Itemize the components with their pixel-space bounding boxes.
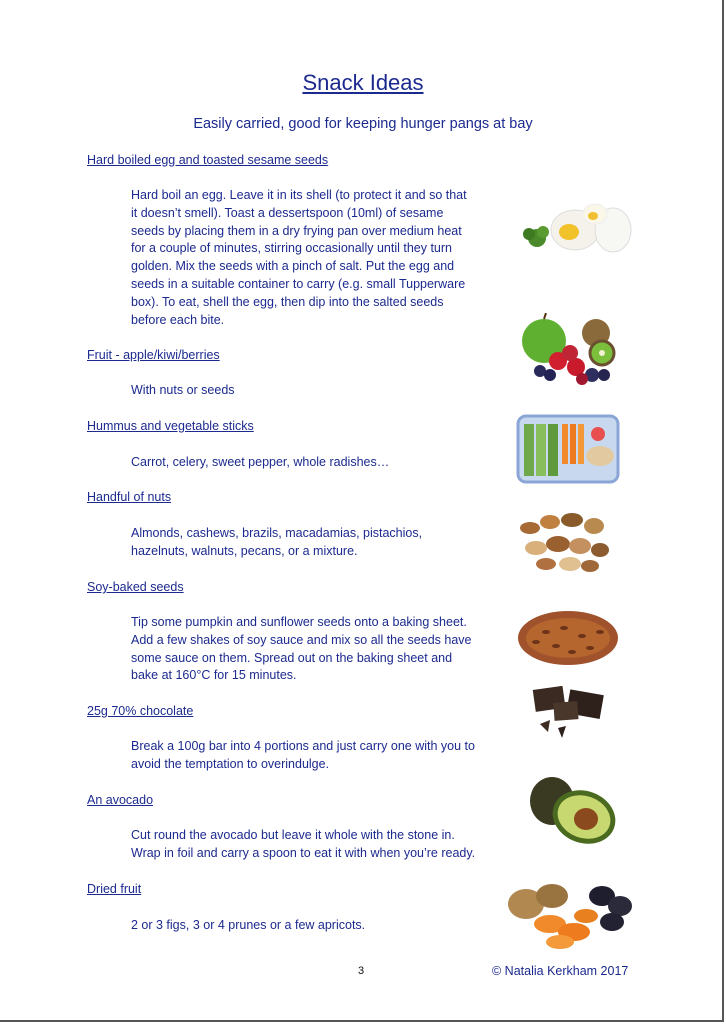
section-body-avocado — [131, 827, 475, 863]
body-line: Carrot, celery, sweet pepper, whole radishes… — [131, 455, 390, 469]
seeds-image — [516, 608, 620, 668]
dried-fruit-image — [504, 882, 638, 952]
body-line: seeds by placing them in a dry frying pan over medium heat — [131, 223, 462, 238]
body-line: Hard boil an egg. Leave it in its shell (to protect it and so that — [131, 188, 467, 202]
page-title: Snack Ideas — [302, 70, 424, 95]
section-body-hummus — [131, 454, 389, 472]
egg-image — [515, 198, 635, 258]
body-line: it doesn’t smell). Toast a dessertspoon (10ml) of sesame — [131, 205, 444, 220]
body-line: 2 or 3 figs, 3 or 4 prunes or a few apricots. — [131, 918, 366, 932]
section-heading-nuts: Handful of nuts — [87, 490, 172, 504]
body-line: avoid the temptation to overindulge. — [131, 756, 330, 771]
section-body-dried-fruit — [131, 917, 365, 935]
body-line: Add a few shakes of soy sauce and mix so all the seeds have — [131, 632, 472, 647]
section-body-egg — [131, 187, 467, 329]
page-number: 3 — [358, 965, 365, 977]
body-line: With nuts or seeds — [131, 383, 235, 397]
body-line: for a couple of minutes, stirring occasionally until they turn — [131, 241, 452, 256]
page-subtitle: Easily carried, good for keeping hunger pangs at bay — [193, 116, 533, 132]
chocolate-image — [528, 682, 614, 744]
body-line: Tip some pumpkin and sunflower seeds onto a baking sheet. — [131, 615, 467, 629]
body-line: some sauce on them. Spread out on the baking sheet and — [131, 650, 453, 665]
section-body-seeds — [131, 614, 471, 685]
section-heading-seeds: Soy-baked seeds — [87, 580, 184, 594]
body-line: before each bite. — [131, 312, 225, 327]
section-body-chocolate — [131, 738, 475, 774]
body-line: seeds in a suitable container to carry (e.g. small Tupperware — [131, 276, 466, 291]
avocado-image — [522, 775, 622, 847]
section-heading-hummus: Hummus and vegetable sticks — [87, 419, 254, 433]
hummus-image — [516, 412, 620, 484]
body-line: Break a 100g bar into 4 portions and just carry one with you to — [131, 739, 475, 753]
section-heading-avocado: An avocado — [87, 793, 154, 807]
body-line: Almonds, cashews, brazils, macadamias, pistachios, — [131, 526, 423, 540]
body-line: bake at 160°C for 15 minutes. — [131, 668, 297, 683]
body-line: box). To eat, shell the egg, then dip into the salted seeds — [131, 294, 444, 309]
body-line: hazelnuts, walnuts, pecans, or a mixture. — [131, 543, 358, 558]
nuts-image — [514, 506, 612, 574]
section-heading-dried-fruit: Dried fruit — [87, 882, 142, 896]
body-line: golden. Mix the seeds with a pinch of salt. Put the egg and — [131, 259, 455, 274]
fruit-image — [518, 313, 618, 388]
section-heading-egg: Hard boiled egg and toasted sesame seeds — [87, 153, 329, 167]
section-body-nuts — [131, 525, 422, 561]
section-body-fruit — [131, 382, 235, 400]
body-line: Wrap in foil and carry a spoon to eat it with when you’re ready. — [131, 845, 476, 860]
copyright: © Natalia Kerkham 2017 — [492, 964, 629, 978]
section-heading-chocolate: 25g 70% chocolate — [87, 704, 194, 718]
body-line: Cut round the avocado but leave it whole with the stone in. — [131, 828, 455, 842]
section-heading-fruit: Fruit - apple/kiwi/berries — [87, 348, 220, 362]
